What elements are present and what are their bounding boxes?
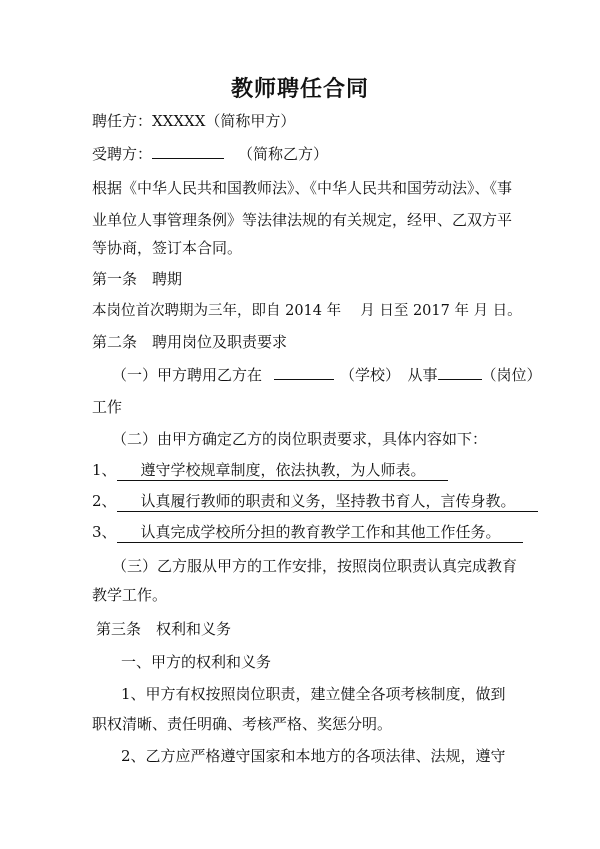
article2-item1-cont: 工作 [92,398,123,416]
party-a-line: 聘任方：XXXXX（简称甲方） [92,112,296,130]
school-blank [274,365,334,380]
duty-number: 3、 [92,523,117,541]
intro-line-1: 根据《中华人民共和国教师法》、《中华人民共和国劳动法》、《事 [92,179,513,197]
duty-item-3 [92,522,523,542]
article2-item1-part-a: （一）甲方聘用乙方在 [112,366,263,384]
article2-item2: （二）由甲方确定乙方的岗位职责要求，具体内容如下： [112,430,488,448]
article2-item3-line-2: 教学工作。 [92,586,168,604]
article2-item1-part-c: （岗位） [481,366,542,384]
duty-text: 遵守学校规章制度，依法执教，为人师表。 [117,461,448,481]
article2-heading: 第二条 聘用岗位及职责要求 [92,333,288,351]
article3-p1-line-2: 职权清晰、责任明确、考核严格、奖惩分明。 [92,715,393,733]
duty-item-1 [92,460,448,480]
article2-item1-part-b: （学校） 从事 [340,366,438,384]
article1-heading: 第一条 聘期 [92,270,183,288]
article3-heading: 第三条 权利和义务 [96,620,232,638]
duty-text: 认真完成学校所分担的教育教学工作和其他工作任务。 [117,523,523,543]
article2-item1 [112,365,542,385]
intro-line-3: 等协商，签订本合同。 [92,239,243,257]
party-b-prefix: 受聘方： [92,145,153,163]
page-title: 教师聘任合同 [230,76,369,102]
article3-p2: 2、乙方应严格遵守国家和本地方的各项法律、法规，遵守 [121,747,506,765]
post-blank [438,365,482,380]
article1-text: 本岗位首次聘期为三年，即自 2014 年 月 日至 2017 年 月 日。 [92,303,522,319]
duty-number: 1、 [92,461,117,479]
article3-p1-line-1: 1、甲方有权按照岗位职责，建立健全各项考核制度，做到 [121,685,506,703]
party-b-suffix: （简称乙方） [238,145,329,163]
intro-line-2: 业单位人事管理条例》等法律法规的有关规定，经甲、乙双方平 [92,211,513,229]
duty-text: 认真履行教师的职责和义务，坚持教书育人，言传身教。 [117,492,538,512]
duty-number: 2、 [92,492,117,510]
party-b-blank [152,144,224,159]
duty-item-2 [92,491,538,511]
article2-item3-line-1: （三）乙方服从甲方的工作安排，按照岗位职责认真完成教育 [112,557,518,575]
party-b-line [92,144,328,164]
article3-sub1: 一、甲方的权利和义务 [121,653,272,671]
